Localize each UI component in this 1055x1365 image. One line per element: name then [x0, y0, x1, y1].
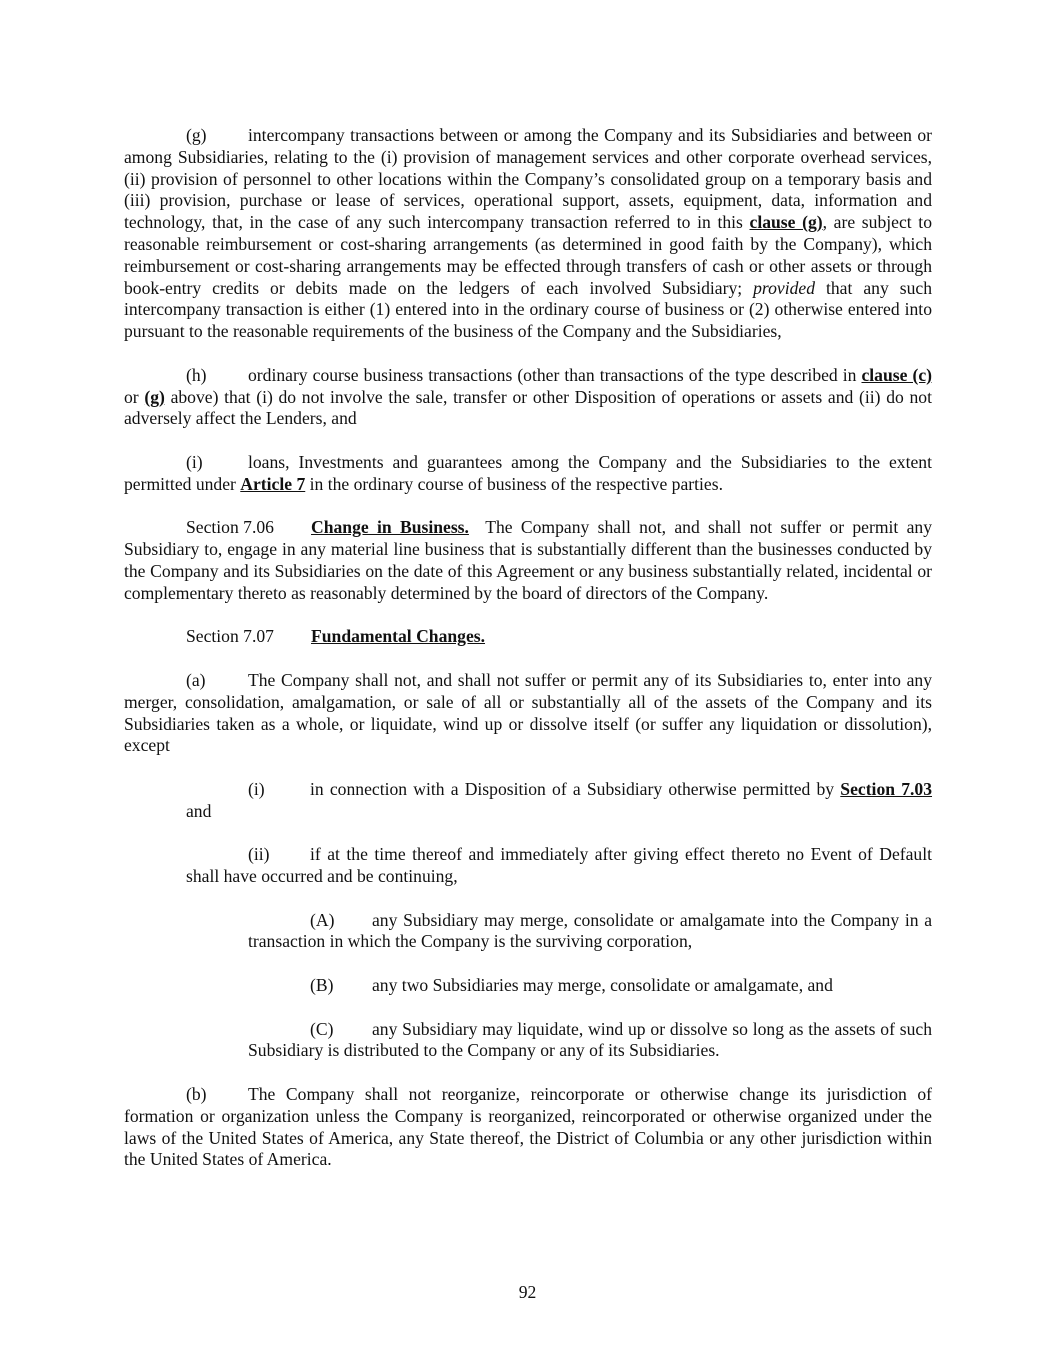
paragraph-text: in connection with a Disposition of a Subsidiary otherwise permitted by: [310, 778, 841, 799]
paragraph-text: intercompany transactions between or among the Company and its Subsidiaries and between or among Subsidiaries, relating to the (i) provision of management services and other corporate overhead services, (ii) provision of personnel to other locations within the Company’s consolidated group on a temporary basis and (iii) provision, purchase or lease of services, operational support, assets, equipment, data, information and technology, that, in the case of any such intercompany transaction referred to in this: [124, 125, 932, 233]
section-label: Section 7.07: [186, 626, 274, 647]
paragraph-number: (B): [310, 975, 334, 996]
paragraph-text: above) that (i) do not involve the sale, transfer or other Disposition of operations or assets and (ii) do not adversely affect the Lenders, and: [124, 386, 932, 429]
paragraph-number: (i): [186, 451, 203, 472]
paragraph-h: [124, 365, 932, 430]
paragraph-number: (h): [186, 364, 207, 385]
section-7-07: [124, 626, 932, 648]
section-heading: Change in Business.: [311, 517, 469, 538]
subparagraph-a-i: [186, 779, 932, 823]
paragraph-number: (b): [186, 1084, 207, 1105]
document-body: [124, 125, 932, 1193]
paragraph-number: (C): [310, 1018, 334, 1039]
paragraph-text: in the ordinary course of business of the respective parties.: [305, 473, 723, 494]
page-number: 92: [518, 1282, 537, 1302]
subparagraph-a-ii: [186, 844, 932, 888]
section-text: The Company shall not, and shall not suffer or permit any Subsidiary to, engage in any material line business that is substantially different than the businesses conducted by the Company and its Subsidiaries on the date of this Agreement or any business substantially related, incidental or complementary thereto as reasonably determined by the board of directors of the Company.: [124, 517, 933, 603]
clause-reference: (g): [144, 386, 165, 407]
paragraph-text: any Subsidiary may liquidate, wind up or dissolve so long as the assets of such Subsidiary is distributed to the Company or any of its Subsidiaries.: [248, 1018, 932, 1061]
clause-C: [248, 1019, 932, 1063]
paragraph-g: [124, 125, 932, 343]
clause-A: [248, 910, 932, 954]
article-reference: Article 7: [240, 473, 306, 494]
paragraph-b: [124, 1084, 932, 1171]
paragraph-text: The Company shall not reorganize, reincorporate or otherwise change its jurisdiction of formation or organization unless the Company is reorganized, reincorporated or otherwise organized under the laws of the United States of America, any State thereof, the District of Columbia or any other jurisdiction within the United States of America.: [124, 1084, 932, 1170]
paragraph-text: any Subsidiary may merge, consolidate or amalgamate into the Company in a transaction in which the Company is the surviving corporation,: [248, 909, 932, 952]
section-label: Section 7.06: [186, 517, 274, 538]
section-reference: Section 7.03: [840, 778, 933, 799]
paragraph-number: (g): [186, 125, 207, 145]
paragraph-number: (a): [186, 669, 206, 690]
section-7-06: [124, 517, 932, 604]
clause-B: [248, 975, 932, 997]
paragraph-text: ordinary course business transactions (other than transactions of the type described in: [248, 364, 862, 385]
paragraph-text: , are subject to reasonable reimbursement or cost-sharing arrangements (as determined in good faith by the Company), which reimbursement or cost-sharing arrangements may be effected through transfers of cash or other assets or through book-entry credits or debits made on the ledgers of each involved Subsidiary;: [124, 212, 932, 298]
paragraph-text: any two Subsidiaries may merge, consolidate or amalgamate, and: [372, 975, 833, 996]
paragraph-text: or: [124, 386, 145, 407]
paragraph-i: [124, 452, 932, 496]
italic-term: provided: [753, 277, 816, 298]
section-heading: Fundamental Changes.: [311, 626, 486, 647]
paragraph-number: (i): [248, 778, 265, 799]
paragraph-text: if at the time thereof and immediately after giving effect thereto no Event of Default shall have occurred and be continuing,: [186, 844, 932, 887]
paragraph-number: (ii): [248, 844, 270, 865]
paragraph-number: (A): [310, 909, 335, 930]
paragraph-a: [124, 670, 932, 757]
clause-reference: clause (g): [749, 212, 823, 233]
paragraph-text: and: [186, 800, 212, 821]
paragraph-text: that any such intercompany transaction is either (1) entered into in the ordinary course of business or (2) otherwise entered into pursuant to the reasonable requirements of the business of the Company and the Subsidiaries,: [124, 277, 932, 342]
paragraph-text: loans, Investments and guarantees among the Company and the Subsidiaries to the extent permitted under: [124, 451, 932, 494]
clause-reference: clause (c): [861, 364, 932, 385]
paragraph-text: The Company shall not, and shall not suffer or permit any of its Subsidiaries to, enter into any merger, consolidation, amalgamation, or sale of all or substantially all of the assets of the Company and its Subsidiaries taken as a whole, or liquidate, wind up or dissolve itself (or suffer any liquidation or dissolution), except: [124, 669, 932, 756]
